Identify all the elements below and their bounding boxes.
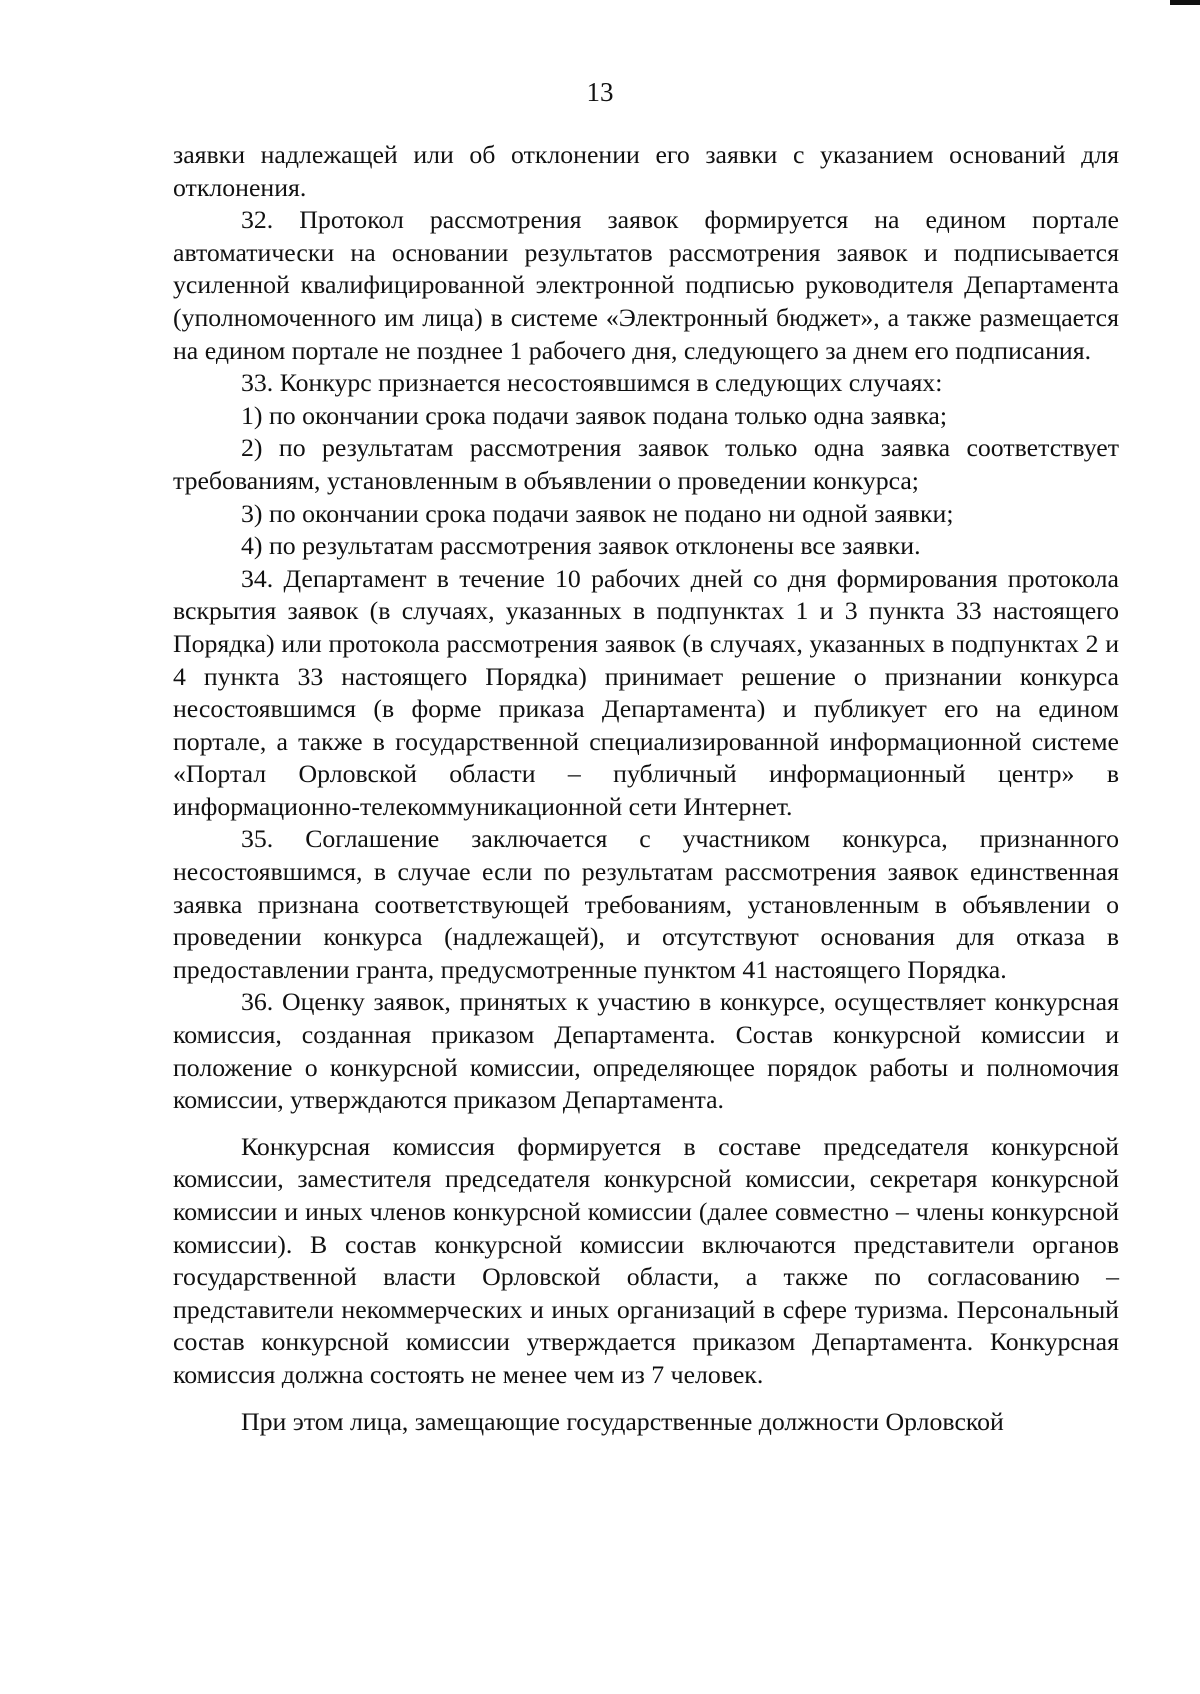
paragraph-continuation: заявки надлежащей или об отклонении его заявки с указанием оснований для отклонения.	[173, 140, 1119, 202]
paragraph-33-item-1: 1) по окончании срока подачи заявок подана только одна заявка;	[241, 400, 947, 430]
paragraph-33-item-3: 3) по окончании срока подачи заявок не подано ни одной заявки;	[241, 498, 954, 528]
paragraph-32: 32. Протокол рассмотрения заявок формируется на едином портале автоматически на основании результатов рассмотрения заявок и подписывается усиленной квалифицированной электронной подписью руководителя Департамента (уполномоченного им лица) в системе «Электронный бюджет», а также размещается на едином портале не позднее 1 рабочего дня, следующего за днем его подписания.	[173, 205, 1119, 365]
paragraph-36: 36. Оценку заявок, принятых к участию в конкурсе, осуществляет конкурсная комиссия, созданная приказом Департамента. Состав конкурсной комиссии и положение о конкурсной комиссии, определяющее порядок работы и полномочия комиссии, утверждаются приказом Департамента.	[173, 987, 1119, 1115]
paragraph-34: 34. Департамент в течение 10 рабочих дней со дня формирования протокола вскрытия заявок (в случаях, указанных в подпунктах 1 и 3 пункта 33 настоящего Порядка) или протокола рассмотрения заявок (в случаях, указанных в подпунктах 2 и 4 пункта 33 настоящего Порядка) принимает решение о признании конкурса несостоявшимся (в форме приказа Департамента) и публикует его на едином портале, а также в государственной специализированной информационной системе «Портал Орловской области – публичный информационный центр» в информационно-телекоммуникационной сети Интернет.	[173, 563, 1119, 821]
paragraph-36-officials: При этом лица, замещающие государственные должности Орловской	[241, 1406, 1004, 1436]
paragraph-33: 33. Конкурс признается несостоявшимся в следующих случаях:	[241, 368, 943, 398]
scan-edge-mark	[1170, 0, 1200, 5]
paragraph-36-commission-composition: Конкурсная комиссия формируется в составе председателя конкурсной комиссии, заместителя председателя конкурсной комиссии, секретаря конкурсной комиссии и иных членов конкурсной комиссии (далее совместно – члены конкурсной комиссии). В состав конкурсной комиссии включаются представители органов государственной власти Орловской области, а также по согласованию – представители некоммерческих и иных организаций в сфере туризма. Персональный состав конкурсной комиссии утверждается приказом Департамента. Конкурсная комиссия должна состоять не менее чем из 7 человек.	[173, 1131, 1119, 1389]
paragraph-33-item-2: 2) по результатам рассмотрения заявок только одна заявка соответствует требованиям, установленным в объявлении о проведении конкурса;	[173, 433, 1119, 495]
paragraph-33-item-4: 4) по результатам рассмотрения заявок отклонены все заявки.	[241, 531, 921, 561]
document-body	[173, 139, 1119, 1438]
paragraph-35: 35. Соглашение заключается с участником конкурса, признанного несостоявшимся, в случае если по результатам рассмотрения заявок единственная заявка признана соответствующей требованиям, установленным в объявлении о проведении конкурса (надлежащей), и отсутствуют основания для отказа в предоставлении гранта, предусмотренные пунктом 41 настоящего Порядка.	[173, 824, 1119, 984]
page-number: 13	[586, 77, 614, 107]
